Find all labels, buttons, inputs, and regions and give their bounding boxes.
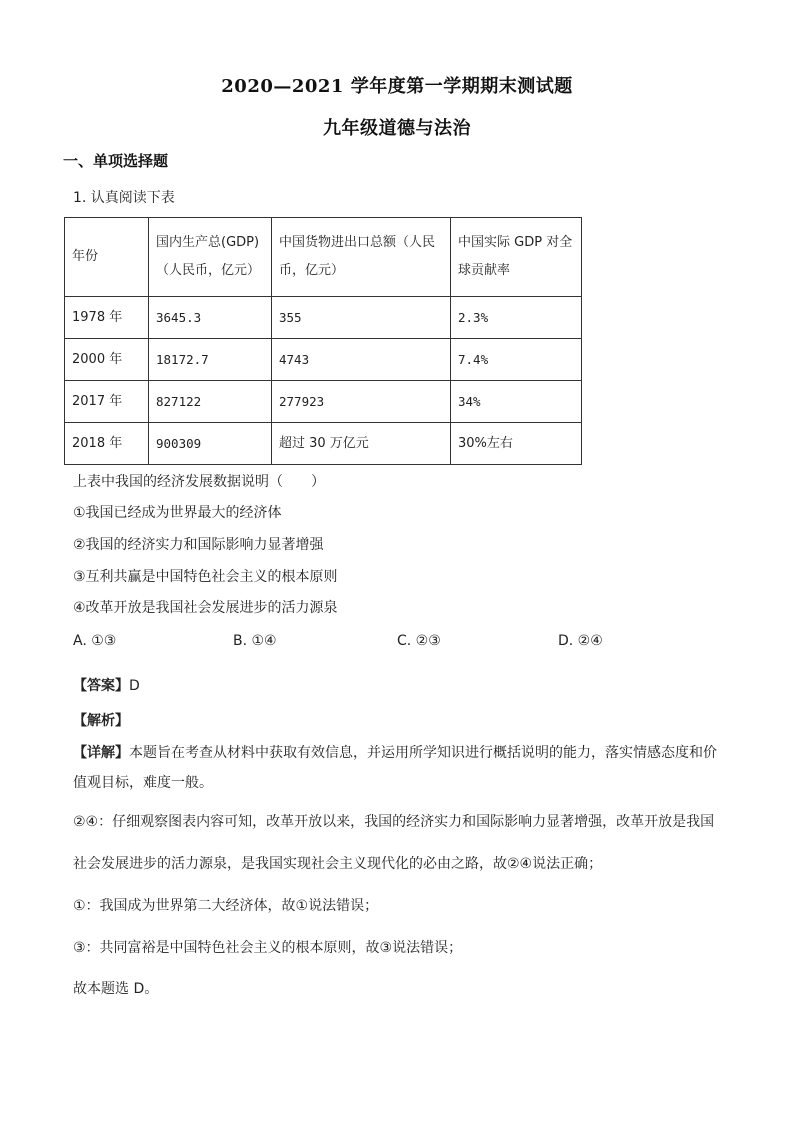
table-header-cell: 年份	[65, 218, 149, 297]
table-cell: 3645.3	[149, 297, 272, 339]
answer-line	[73, 675, 140, 695]
analysis-label: 【解析】	[73, 713, 129, 729]
statement-1: ①我国已经成为世界最大的经济体	[73, 505, 282, 521]
statement-2: ②我国的经济实力和国际影响力显著增强	[73, 537, 324, 553]
table-cell: 900309	[149, 423, 272, 465]
option-d: D. ②④	[558, 633, 603, 649]
question-prompt: 上表中我国的经济发展数据说明（ ）	[73, 474, 325, 490]
table-cell: 7.4%	[451, 339, 582, 381]
table-cell: 30%左右	[451, 423, 582, 465]
table-row	[65, 423, 582, 465]
page-subtitle: 九年级道德与法治	[323, 118, 471, 139]
option-a: A. ①③	[73, 633, 117, 649]
table-cell: 2017 年	[65, 381, 149, 423]
table-row	[65, 339, 582, 381]
analysis-p3: ③：共同富裕是中国特色社会主义的根本原则，故③说法错误；	[73, 940, 463, 956]
section-heading: 一、单项选择题	[63, 152, 169, 170]
analysis-p1-line1: ②④：仔细观察图表内容可知，改革开放以来，我国的经济实力和国际影响力显著增强，改革开放是我国	[73, 814, 715, 830]
table-cell: 277923	[272, 381, 451, 423]
question-stem: 1. 认真阅读下表	[73, 190, 175, 206]
analysis-conclusion: 故本题选 D。	[73, 981, 159, 997]
detail-line-2: 值观目标，难度一般。	[73, 775, 213, 791]
analysis-p1-line2: 社会发展进步的活力源泉，是我国实现社会主义现代化的必由之路，故②④说法正确；	[73, 856, 603, 872]
table-header-row	[65, 218, 582, 297]
table-cell: 355	[272, 297, 451, 339]
table-header-cell: 中国货物进出口总额（人民币，亿元）	[272, 218, 451, 297]
table-cell: 827122	[149, 381, 272, 423]
option-b: B. ①④	[233, 633, 277, 649]
detail-label: 【详解】	[73, 745, 129, 761]
answer-label: 【答案】	[73, 678, 129, 694]
table-cell: 1978 年	[65, 297, 149, 339]
table-cell: 2018 年	[65, 423, 149, 465]
analysis-p2: ①：我国成为世界第二大经济体，故①说法错误；	[73, 898, 379, 914]
statement-4: ④改革开放是我国社会发展进步的活力源泉	[73, 600, 338, 616]
table-row	[65, 297, 582, 339]
table-cell: 34%	[451, 381, 582, 423]
table-header-cell: 国内生产总(GDP)（人民币，亿元）	[149, 218, 272, 297]
detail-line-1: 本题旨在考查从材料中获取有效信息，并运用所学知识进行概括说明的能力，落实情感态度和价	[129, 745, 717, 761]
analysis-detail	[73, 742, 717, 762]
table-header-cell: 中国实际 GDP 对全球贡献率	[451, 218, 582, 297]
table-cell: 2000 年	[65, 339, 149, 381]
gdp-table	[64, 217, 582, 465]
table-cell: 4743	[272, 339, 451, 381]
statement-3: ③互利共赢是中国特色社会主义的根本原则	[73, 569, 338, 585]
table-cell: 超过 30 万亿元	[272, 423, 451, 465]
answer-value: D	[129, 678, 140, 694]
option-c: C. ②③	[397, 633, 441, 649]
table-cell: 2.3%	[451, 297, 582, 339]
table-cell: 18172.7	[149, 339, 272, 381]
table-row	[65, 381, 582, 423]
page-title: 2020—2021 学年度第一学期期末测试题	[221, 76, 573, 97]
